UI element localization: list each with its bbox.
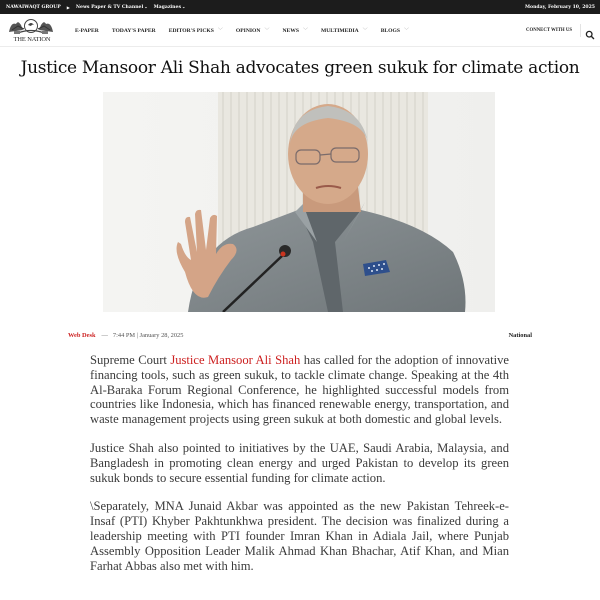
article-title: Justice Mansoor Ali Shah advocates green sukuk for climate action [20, 58, 580, 78]
justice-mansoor-ali-shah-link[interactable]: Justice Mansoor Ali Shah [170, 353, 301, 367]
search-button[interactable] [585, 25, 595, 35]
top-link-newspaper-tv[interactable] [76, 4, 148, 10]
nav-item-multimedia[interactable] [321, 27, 368, 34]
article-hero-image [103, 92, 495, 312]
nav-menu [75, 14, 422, 47]
connect-with-us-link[interactable]: CONNECT WITH US [526, 28, 572, 33]
nav-item-opinion[interactable] [236, 27, 270, 34]
article-body [90, 353, 509, 587]
search-icon [585, 30, 595, 40]
nav-item-label: BLOGS [380, 27, 400, 34]
paragraph-text: Supreme Court [90, 353, 171, 367]
nav-item-news[interactable] [282, 27, 308, 34]
publish-timestamp: 7:44 PM | January 28, 2025 [112, 332, 184, 339]
chevron-down-icon: ⌄ [144, 4, 148, 9]
article-paragraph: \Separately, MNA Junaid Akbar was appointed as the new Pakistan Tehreek-e-Insaf (PTI) Khyber Pakhtunkhwa president. The decision was finalized during a leadership meeting with PTI founder Imran Khan in Adiala Jail, where Punjab Assembly Opposition Leader Malik Ahmad Khan Bhachar, Atif Khan, and Mian Farhat Abbas also met with him. [90, 499, 509, 573]
current-date: Monday, February 10, 2025 [524, 4, 595, 10]
chevron-down-icon: ﹀ [362, 29, 368, 34]
group-link[interactable]: NAWAIWAQT GROUP [6, 4, 61, 10]
nav-item-e-paper[interactable] [75, 28, 99, 34]
meta-separator: — [101, 332, 108, 339]
article-paragraph: Justice Shah also pointed to initiatives by the UAE, Saudi Arabia, Malaysia, and Bangladesh in promoting clean energy and urged Pakistan to develop its green sukuk bonds to secure essential funding for climate action. [90, 440, 509, 485]
chevron-down-icon: ﹀ [302, 29, 308, 34]
author-link[interactable]: Web Desk [68, 332, 96, 339]
top-link-magazines[interactable] [154, 4, 186, 10]
article-meta [68, 332, 532, 342]
nav-divider [580, 24, 581, 37]
site-logo[interactable] [6, 16, 56, 46]
nav-item-editors-picks[interactable] [169, 27, 223, 34]
top-bar [0, 0, 600, 14]
chevron-down-icon: ﹀ [264, 29, 270, 34]
nav-item-label: MULTIMEDIA [320, 27, 359, 34]
top-link-label: News Paper & TV Channel [75, 5, 144, 10]
chevron-down-icon: ﹀ [217, 29, 223, 34]
chevron-down-icon: ⌄ [182, 4, 186, 9]
nav-item-todays-paper[interactable] [112, 28, 156, 34]
nav-item-label: TODAY'S PAPER [111, 27, 156, 34]
logo-wordmark: THE NATION [13, 36, 51, 43]
top-bar-links [6, 0, 185, 14]
nav-item-label: NEWS [282, 27, 299, 34]
nav-item-label: OPINION [235, 27, 261, 34]
main-navigation [0, 14, 600, 47]
caret-right-icon: ▶ [66, 4, 70, 10]
logo-emblem-icon [6, 16, 56, 36]
speaker-photo [103, 92, 495, 312]
article-paragraph [90, 353, 509, 427]
chevron-down-icon: ﹀ [403, 29, 409, 34]
paragraph-text: has called for the adoption of innovative financing tools, such as green sukuk, to tackle climate change. Speaking at the 4th Al-Baraka Forum Regional Conference, he highlighted successful models from countries like Indonesia, which has financed renewable energy, transportation, and waste management projects using green sukuk at both domestic and global levels. [90, 353, 509, 427]
nav-item-blogs[interactable] [381, 27, 409, 34]
category-link[interactable]: National [508, 332, 532, 339]
nav-item-label: E-PAPER [75, 27, 99, 34]
top-link-label: Magazines [153, 5, 182, 10]
nav-item-label: EDITOR'S PICKS [168, 27, 214, 34]
